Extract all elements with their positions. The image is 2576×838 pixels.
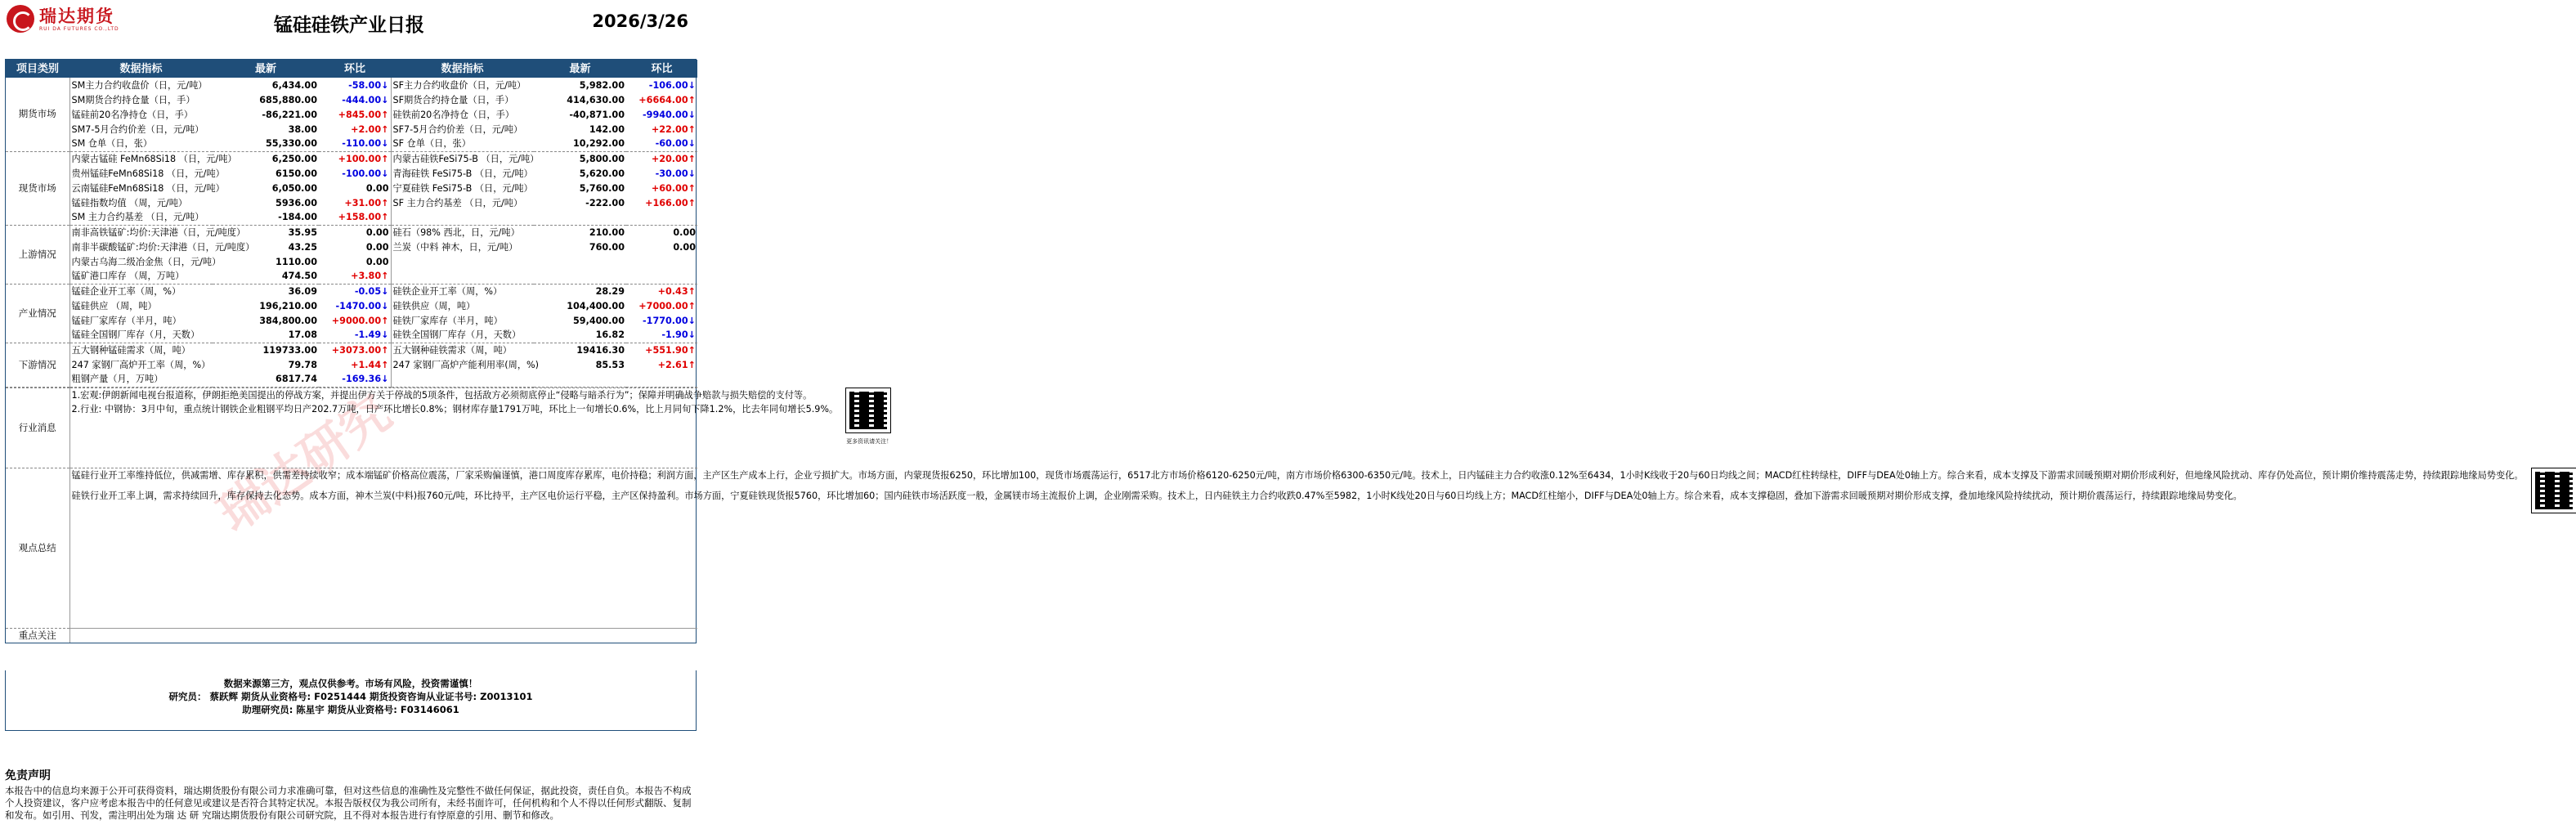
latest-left: 38.00	[288, 123, 317, 135]
category-label: 下游情况	[6, 343, 69, 387]
latest-right: 5,982.00	[579, 79, 625, 91]
change-left: +3.80↑	[319, 269, 391, 284]
view-label: 观点总结	[6, 468, 69, 628]
change-right: +551.90↑	[645, 344, 696, 356]
disclaimer-title: 免责声明	[5, 769, 51, 782]
report-header	[0, 0, 698, 43]
indicator-left: SM 仓单（日，张）	[69, 137, 213, 151]
indicator-right: 宁夏硅铁 FeSi75-B （日，元/吨）	[392, 182, 533, 194]
indicator-left: 内蒙古锰硅 FeMn68Si18 （日，元/吨）	[71, 153, 237, 164]
latest-left: 17.08	[213, 328, 319, 343]
news-content	[69, 388, 893, 468]
table-body	[6, 78, 697, 387]
indicator-left: 锰硅厂家库存（半月，吨）	[71, 315, 181, 326]
view-mn-si: 锰硅行业开工率维持低位，供减需增、库存累积，供需差持续收窄；成本端锰矿价格高位震荡，厂家采购偏谨慎，港口周度库存累库，电价持稳；利润方面，主产区生产成本上行，企业亏损扩大。市场方面，内蒙现货报6250，环比增加100，现货市场震荡运行，6517北方市场价格6120-6250元/吨，南方市场价格6300-6350元/吨。技术上，日内锰硅主力合约收涨0.12%至6434，1小时K线收于20与60日均线之间；MACD红柱转绿柱，DIFF与DEA处0轴上方。综合来看，成本支撑及下游需求回暖预期对期价形成利好，但地缘风险扰动、库存仍处高位，预计期价维持震荡走势，持续跟踪地缘局势变化。	[71, 469, 2524, 481]
table-row	[6, 240, 697, 254]
latest-right: 5,800.00	[579, 153, 625, 164]
watermark: 瑞达研究	[208, 383, 402, 544]
latest-left: 196,210.00	[259, 300, 317, 311]
news-macro: 1.宏观:伊朗新闻电视台报道称，伊朗拒绝美国提出的停战方案，并提出伊方关于停战的5项条件，包括敌方必须彻底停止“侵略与暗杀行为”；保障并明确战争赔款与损失赔偿的支付等。	[71, 389, 813, 401]
change-right	[626, 254, 697, 269]
indicator-right: SF主力合约收盘价（日，元/吨）	[392, 79, 526, 91]
news-row	[6, 388, 697, 468]
col-indicator-left: 数据指标	[69, 60, 213, 78]
report-footer	[5, 670, 697, 731]
table-row	[6, 166, 697, 181]
latest-right: 19416.30	[576, 344, 625, 356]
indicator-right: 硅铁企业开工率（周，%）	[392, 285, 503, 297]
col-change-left: 环比	[319, 60, 391, 78]
news-label: 行业消息	[6, 388, 69, 468]
latest-right	[534, 372, 626, 387]
change-left: -100.00↓	[319, 166, 391, 181]
change-left: -110.00↓	[319, 137, 391, 151]
table-row	[6, 181, 697, 195]
latest-right: 59,400.00	[573, 315, 625, 326]
change-right: -106.00↓	[648, 79, 696, 91]
indicator-right	[391, 269, 534, 284]
change-right: +22.00↑	[651, 123, 696, 135]
footer-assistant: 助理研究员: 陈星宇 期货从业资格号: F03146061	[242, 704, 459, 715]
view-qr	[2532, 468, 2576, 513]
table-header-row	[6, 60, 697, 78]
footer-risk: 数据来源第三方，观点仅供参考。市场有风险，投资需谨慎！	[223, 678, 478, 689]
indicator-left: SM 主力合约基差 （日，元/吨）	[69, 210, 213, 225]
report-title: 锰硅硅铁产业日报	[274, 15, 424, 36]
latest-right: 10,292.00	[534, 137, 626, 151]
change-right	[626, 210, 697, 225]
change-left: +1.44↑	[319, 357, 391, 372]
indicator-right: 硅铁前20名净持仓（日，手）	[392, 109, 514, 120]
change-left: +845.00↑	[319, 107, 391, 122]
commentary-table	[6, 388, 2524, 643]
change-left: -0.05↓	[319, 284, 391, 298]
col-latest-right: 最新	[534, 60, 626, 78]
latest-right: -40,871.00	[569, 109, 625, 120]
change-right: +60.00↑	[651, 182, 696, 194]
change-left: 0.00	[319, 254, 391, 269]
change-left: +100.00↑	[319, 151, 391, 166]
indicator-left: 锰硅指数均值 （周，元/吨）	[71, 197, 188, 208]
latest-right	[534, 254, 626, 269]
change-left: -58.00↓	[319, 78, 391, 92]
table-row	[6, 298, 697, 313]
indicator-right: 兰炭（中料 神木，日，元/吨）	[392, 241, 518, 253]
disclaimer	[5, 770, 693, 822]
change-right: +166.00↑	[645, 197, 696, 208]
indicator-left: 锰矿港口库存 （周，万吨）	[69, 269, 213, 284]
col-latest-left: 最新	[213, 60, 319, 78]
indicator-left: 锰硅前20名净持仓（日，手）	[71, 109, 193, 120]
view-fe-si: 硅铁行业开工率上调，需求持续回升，库存保持去化态势。成本方面，神木兰炭(中料)报760元/吨，环比持平，主产区电价运行平稳，主产区保持盈利。市场方面，宁夏硅铁现货报5760，环比增加60；国内硅铁市场活跃度一般，金属镁市场主流报价上调，企业刚需采购。技术上，日内硅铁主力合约收跌0.47%至5982，1小时K线处20日与60日均线上方；MACD红柱缩小，DIFF与DEA处0轴上方。综合来看，成本支撑稳固，叠加下游需求回暖预期对期价形成支撑，叠加地缘风险持续扰动，预计期价震荡运行，持续跟踪地缘局势变化。	[71, 490, 2242, 501]
latest-right: 104,400.00	[567, 300, 625, 311]
data-table-container	[5, 59, 2524, 643]
indicator-right: 五大钢种硅铁需求（周，吨）	[392, 344, 512, 356]
table-row	[6, 137, 697, 151]
latest-left: 6817.74	[213, 372, 319, 387]
indicator-right: 硅铁全国钢厂库存（月，天数）	[391, 328, 534, 343]
qr-code-icon	[846, 388, 890, 432]
latest-left: 5936.00	[276, 197, 317, 208]
indicator-left: 粗钢产量（月，万吨）	[69, 372, 213, 387]
latest-left: -184.00	[213, 210, 319, 225]
focus-row	[6, 628, 697, 643]
table-row	[6, 78, 697, 92]
table-row	[6, 210, 697, 225]
indicator-left: 南非半碳酸锰矿:均价:天津港（日，元/吨度）	[71, 241, 255, 253]
change-right	[626, 269, 697, 284]
latest-right: 5,620.00	[579, 168, 625, 179]
table-row	[6, 343, 697, 357]
category-label: 现货市场	[6, 151, 69, 225]
change-left: 0.00	[319, 181, 391, 195]
indicator-right	[391, 210, 534, 225]
change-left: -444.00↓	[319, 92, 391, 107]
change-left: +2.00↑	[319, 122, 391, 137]
latest-right: 85.53	[595, 359, 625, 370]
table-row	[6, 372, 697, 387]
col-indicator-right: 数据指标	[391, 60, 534, 78]
latest-right: 142.00	[589, 123, 625, 135]
latest-left: 6150.00	[276, 168, 317, 179]
indicator-right: 硅铁供应（周，吨）	[392, 300, 476, 311]
table-row	[6, 254, 697, 269]
change-right: 0.00	[673, 226, 696, 238]
latest-left: -86,221.00	[262, 109, 317, 120]
indicator-left: 南非高铁锰矿:均价:天津港（日，元/吨度）	[71, 226, 246, 238]
indicator-left: SM期货合约持仓量（日，手）	[71, 94, 195, 105]
latest-left: 55,330.00	[213, 137, 319, 151]
table-row	[6, 92, 697, 107]
change-left: +158.00↑	[319, 210, 391, 225]
change-left: -1.49↓	[319, 328, 391, 343]
latest-left: 1110.00	[276, 256, 317, 267]
news-qr	[846, 388, 892, 449]
indicator-right: 247 家钢厂高炉产能利用率(周，%)	[392, 359, 540, 370]
latest-right	[534, 210, 626, 225]
change-right	[626, 372, 697, 387]
change-right: -1.90↓	[626, 328, 697, 343]
change-right: -9940.00↓	[643, 109, 696, 120]
change-right: -60.00↓	[626, 137, 697, 151]
latest-left: 119733.00	[262, 344, 317, 356]
change-right: +6664.00↑	[638, 94, 696, 105]
indicator-left: 锰硅供应 （周，吨）	[71, 300, 157, 311]
indicator-left: SM7-5月合约价差（日，元/吨）	[71, 123, 204, 135]
indicator-right: SF7-5月合约价差（日，元/吨）	[392, 123, 523, 135]
footer-researcher: 研究员： 蔡跃辉 期货从业资格号: F0251444 期货投资咨询从业证书号: Z0013101	[168, 691, 533, 702]
indicator-left: 内蒙古乌海二级冶金焦（日，元/吨）	[71, 256, 222, 267]
indicator-right: 硅石（98% 西北，日，元/吨）	[392, 226, 520, 238]
change-left: +9000.00↑	[319, 313, 391, 328]
indicator-right: 青海硅铁 FeSi75-B （日，元/吨）	[392, 168, 533, 179]
latest-right	[534, 269, 626, 284]
latest-left: 43.25	[288, 241, 317, 253]
latest-left: 6,250.00	[271, 153, 317, 164]
table-row	[6, 313, 697, 328]
table-row	[6, 122, 697, 137]
change-right: -30.00↓	[655, 168, 696, 179]
change-left: -1470.00↓	[319, 298, 391, 313]
latest-right: 414,630.00	[567, 94, 625, 105]
change-right: +7000.00↑	[638, 300, 696, 311]
indicator-right	[391, 372, 534, 387]
table-row	[6, 107, 697, 122]
change-left: +3073.00↑	[319, 343, 391, 357]
view-row	[6, 468, 697, 628]
table-row	[6, 328, 697, 343]
latest-right: 5,760.00	[579, 182, 625, 194]
table-row	[6, 151, 697, 166]
category-label: 上游情况	[6, 225, 69, 284]
indicator-left: 云南锰硅FeMn68Si18 （日，元/吨）	[71, 182, 225, 194]
focus-content	[69, 628, 697, 643]
table-row	[6, 225, 697, 240]
change-left: +31.00↑	[319, 195, 391, 210]
change-right: +2.61↑	[657, 359, 696, 370]
latest-left: 79.78	[288, 359, 317, 370]
latest-right: 28.29	[595, 285, 625, 297]
focus-label: 重点关注	[6, 628, 69, 643]
category-label: 期货市场	[6, 78, 69, 151]
latest-right: 210.00	[589, 226, 625, 238]
latest-left: 35.95	[288, 226, 317, 238]
latest-left: 6,434.00	[271, 79, 317, 91]
indicator-right: SF 仓单（日，张）	[391, 137, 534, 151]
latest-left: 685,880.00	[259, 94, 317, 105]
indicator-right	[391, 254, 534, 269]
latest-right: -222.00	[585, 197, 625, 208]
wechat-qr-icon	[2532, 468, 2576, 513]
change-left: 0.00	[319, 240, 391, 254]
table-row	[6, 195, 697, 210]
indicator-right: 硅铁厂家库存（半月，吨）	[392, 315, 503, 326]
view-content	[69, 468, 2524, 628]
indicator-left: 锰硅全国钢厂库存（月，天数）	[69, 328, 213, 343]
change-right: +0.43↑	[657, 285, 696, 297]
news-industry: 2.行业: 中钢协：3月中旬，重点统计钢铁企业粗钢平均日产202.7万吨，日产环比增长0.8%；钢材库存量1791万吨，环比上一旬增长0.6%，比上月同旬下降1.2%，比去年同旬增长5.9%。	[71, 403, 839, 415]
indicator-left: 247 家钢厂高炉开工率（周，%）	[71, 359, 211, 370]
indicator-right: SF期货合约持仓量（日，手）	[392, 94, 514, 105]
indicator-left: 贵州锰硅FeMn68Si18 （日，元/吨）	[71, 168, 225, 179]
change-right: 0.00	[673, 241, 696, 253]
indicator-left: 五大钢种锰硅需求（周，吨）	[71, 344, 190, 356]
latest-left: 384,800.00	[259, 315, 317, 326]
company-name-en: RUI DA FUTURES CO.,LTD	[39, 25, 119, 32]
category-label: 产业情况	[6, 284, 69, 343]
change-right: +20.00↑	[651, 153, 696, 164]
change-right: -1770.00↓	[643, 315, 696, 326]
indicator-right: SF 主力合约基差 （日，元/吨）	[392, 197, 523, 208]
company-name: 瑞达期货	[39, 6, 114, 26]
data-table	[6, 60, 697, 388]
latest-right: 16.82	[534, 328, 626, 343]
table-row	[6, 284, 697, 298]
report-date: 2026/3/26	[592, 11, 688, 31]
col-category: 项目类别	[6, 60, 69, 78]
table-row	[6, 357, 697, 372]
change-left: -169.36↓	[319, 372, 391, 387]
indicator-right: 内蒙古硅铁FeSi75-B （日，元/吨）	[392, 153, 540, 164]
latest-left: 6,050.00	[271, 182, 317, 194]
indicator-left: SM主力合约收盘价（日，元/吨）	[71, 79, 208, 91]
table-row	[6, 269, 697, 284]
latest-right: 760.00	[589, 241, 625, 253]
change-left: 0.00	[319, 225, 391, 240]
disclaimer-text: 本报告中的信息均来源于公开可获得资料，瑞达期货股份有限公司力求准确可靠，但对这些信息的准确性及完整性不做任何保证，据此投资，责任自负。本报告不构成个人投资建议，客户应考虑本报告中的任何意见或建议是否符合其特定状况。本报告版权仅为我公司所有，未经书面许可，任何机构和个人不得以任何形式翻版、复制和发布。如引用、刊发，需注明出处为瑞 达 研 究瑞达期货股份有限公司研究院，且不得对本报告进行有悖原意的引用、删节和修改。	[5, 785, 692, 821]
col-change-right: 环比	[626, 60, 697, 78]
latest-left: 36.09	[288, 285, 317, 297]
qr-caption: 更多资讯请关注！	[846, 437, 893, 445]
indicator-left: 锰硅企业开工率（周，%）	[71, 285, 181, 297]
latest-left: 474.50	[213, 269, 319, 284]
